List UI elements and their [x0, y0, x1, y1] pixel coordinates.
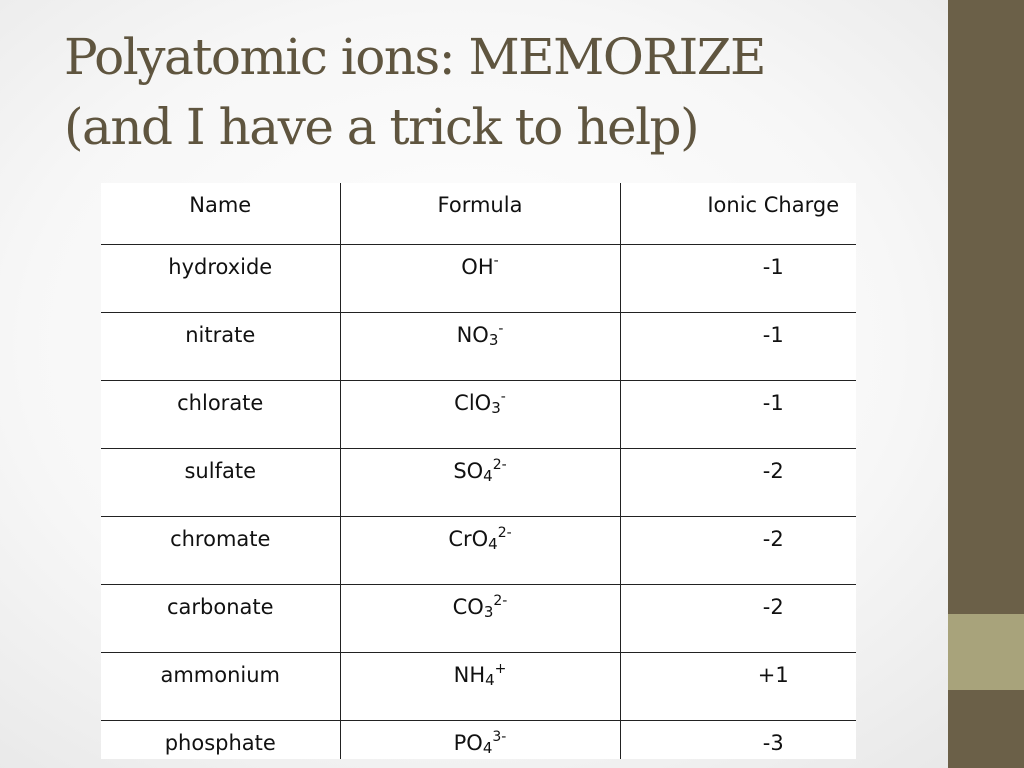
- ion-formula: $NO_3^-$: [340, 313, 620, 381]
- table-row: [101, 653, 856, 721]
- ion-charge: -2: [620, 585, 856, 653]
- table-row: [101, 313, 856, 381]
- header-ionic-charge: Ionic Charge: [620, 183, 856, 245]
- ion-name: carbonate: [101, 585, 340, 653]
- ion-formula: $NH_4^+$: [340, 653, 620, 721]
- table-row: [101, 245, 856, 313]
- ion-charge: -2: [620, 449, 856, 517]
- ion-charge: +1: [620, 653, 856, 721]
- table-row: [101, 721, 856, 760]
- title-line-2: (and I have a trick to help): [64, 98, 699, 156]
- ion-formula: $CO_3^{2-}$: [340, 585, 620, 653]
- table-row: [101, 585, 856, 653]
- slide-title: [64, 22, 934, 162]
- ion-formula: $PO_4^{3-}$: [340, 721, 620, 760]
- ion-charge: -3: [762, 731, 784, 755]
- ion-name: phosphate: [101, 721, 340, 760]
- header-name: Name: [101, 183, 340, 245]
- table-row: [101, 517, 856, 585]
- ion-name: chlorate: [101, 381, 340, 449]
- ion-charge: -1: [620, 245, 856, 313]
- header-formula: Formula: [340, 183, 620, 245]
- title-line-1: Polyatomic ions: MEMORIZE: [64, 28, 765, 86]
- ion-formula: CrO$_4^{2-}$: [340, 517, 620, 585]
- ion-name: chromate: [101, 517, 340, 585]
- ion-charge: -1: [620, 313, 856, 381]
- table-row: [101, 381, 856, 449]
- table-row: [101, 449, 856, 517]
- ion-name: sulfate: [101, 449, 340, 517]
- table-header-row: [101, 183, 856, 245]
- ion-charge: -2: [620, 517, 856, 585]
- ion-formula: ClO$_3$-: [340, 381, 620, 449]
- ion-name: nitrate: [101, 313, 340, 381]
- ion-name: hydroxide: [101, 245, 340, 313]
- ion-formula: OH-: [340, 245, 620, 313]
- ion-formula: $SO_4^{2-}$: [340, 449, 620, 517]
- side-decor-accent: [948, 614, 1024, 690]
- ion-charge: -1: [620, 381, 856, 449]
- ion-name: ammonium: [101, 653, 340, 721]
- polyatomic-ions-table: [101, 183, 856, 759]
